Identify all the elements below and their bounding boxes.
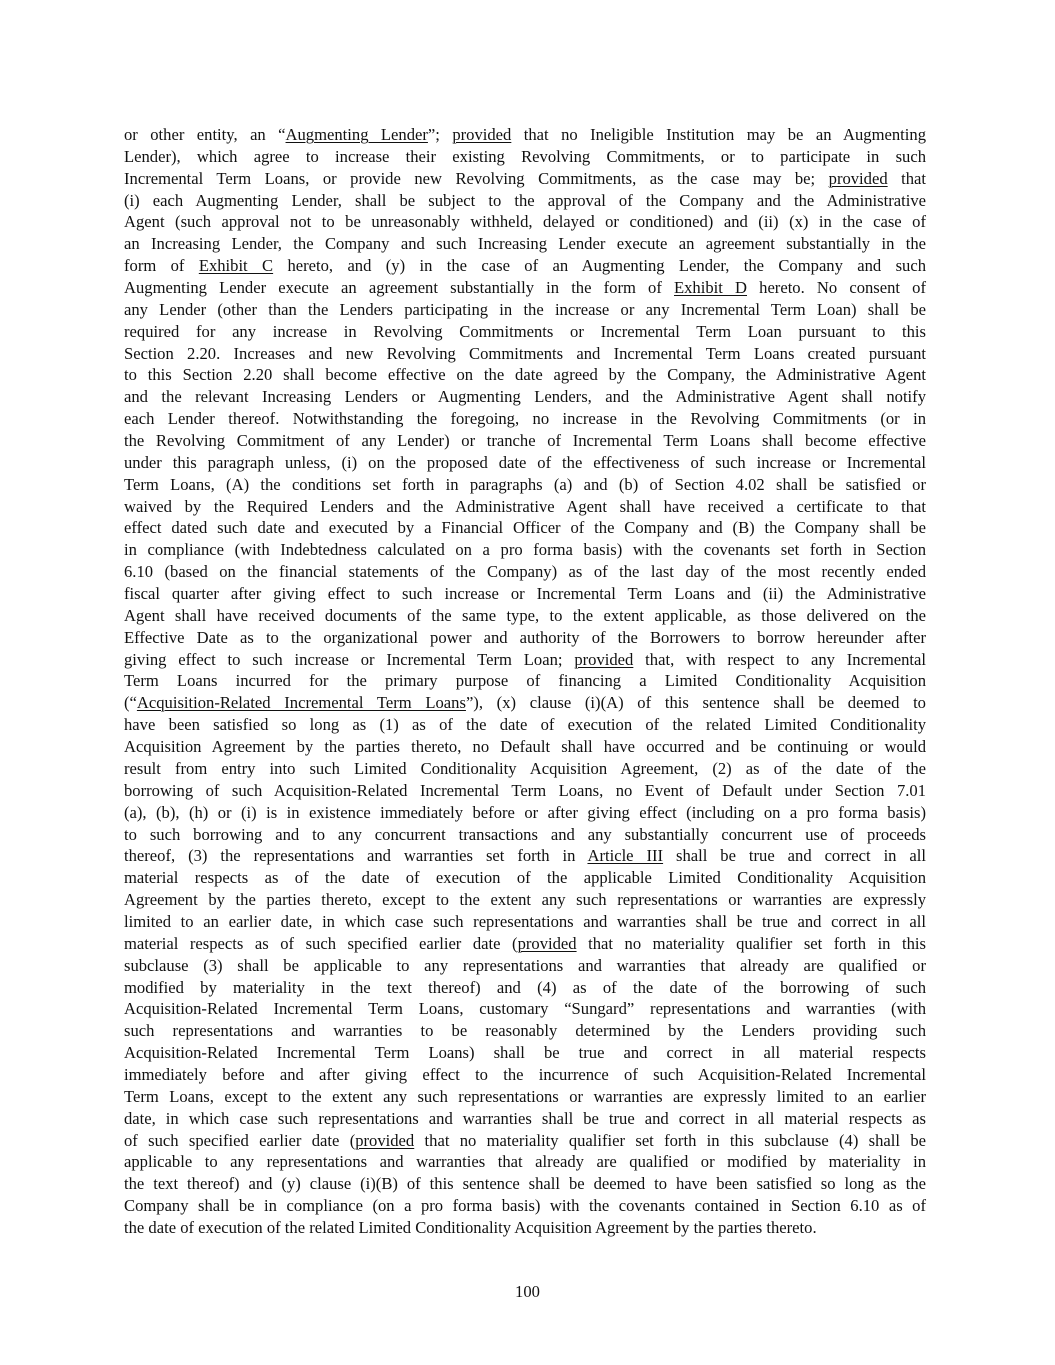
text-line <box>124 889 926 911</box>
text-segment: any Lender (other than the Lenders participating in the increase or any Incremental Term Loan) shall be <box>124 299 926 319</box>
defined-term-underlined: Exhibit D <box>674 278 747 298</box>
text-segment: that, with respect to any Incremental <box>633 649 926 669</box>
text-segment: to this Section 2.20 shall become effective on the date agreed by the Company, the Administrative Agent <box>124 365 926 385</box>
text-line <box>124 124 926 146</box>
text-line <box>124 627 926 649</box>
text-line <box>124 605 926 627</box>
text-segment: that no Ineligible Institution may be an Augmenting <box>511 125 926 144</box>
text-line <box>124 321 926 343</box>
text-segment: borrowing of such Acquisition-Related Incremental Term Loans, no Event of Default under Section 7.01 <box>124 780 926 800</box>
text-line <box>124 1130 926 1152</box>
text-line <box>124 649 926 671</box>
text-line <box>124 911 926 933</box>
text-line <box>124 386 926 408</box>
text-line <box>124 977 926 999</box>
text-segment: Section 2.20. Increases and new Revolving Commitments and Incremental Term Loans created pursuant <box>124 343 926 363</box>
text-line <box>124 146 926 168</box>
text-segment: Acquisition-Related Incremental Term Loans) shall be true and correct in all material respects <box>124 1043 926 1063</box>
text-line <box>124 452 926 474</box>
text-segment: material respects as of such specified earlier date ( <box>124 933 518 953</box>
text-line <box>124 780 926 802</box>
defined-term-underlined: provided <box>517 933 577 953</box>
text-segment: (i) each Augmenting Lender, shall be subject to the approval of the Company and the Administrative <box>124 190 926 210</box>
text-segment: hereto. No consent of <box>747 278 926 298</box>
text-line <box>124 343 926 365</box>
text-segment: thereof, (3) the representations and warranties set forth in <box>124 846 588 866</box>
text-segment: Agent shall have received documents of the same type, to the extent applicable, as those delivered on the <box>124 605 926 625</box>
text-segment: Acquisition Agreement by the parties thereto, no Default shall have occurred and be continuing or would <box>124 737 926 757</box>
text-segment: Lender), which agree to increase their existing Revolving Commitments, or to participate in such <box>124 146 926 166</box>
text-line <box>124 692 926 714</box>
text-segment: of such specified earlier date ( <box>124 1130 356 1150</box>
text-segment: Term Loans, except to the extent any such representations or warranties are expressly limited to an earlier <box>124 1086 926 1106</box>
text-line <box>124 1151 926 1173</box>
text-segment: Incremental Term Loans, or provide new Revolving Commitments, as the case may be; <box>124 168 829 188</box>
text-segment: required for any increase in Revolving Commitments or Incremental Term Loan pursuant to this <box>124 321 926 341</box>
text-segment: giving effect to such increase or Incremental Term Loan; <box>124 649 575 669</box>
text-segment: Effective Date as to the organizational power and authority of the Borrowers to borrow hereunder after <box>124 627 926 647</box>
text-segment: Company shall be in compliance (on a pro forma basis) with the covenants contained in Section 6.10 as of <box>124 1196 926 1216</box>
text-segment: or other entity, an “ <box>124 125 286 144</box>
text-line <box>124 299 926 321</box>
text-segment: applicable to any representations and warranties that already are qualified or modified by materiality in <box>124 1152 926 1172</box>
text-line <box>124 255 926 277</box>
text-line <box>124 561 926 583</box>
text-line <box>124 364 926 386</box>
text-segment: Acquisition-Related Incremental Term Loans, customary “Sungard” representations and warranties (with <box>124 999 926 1019</box>
text-segment: ”), (x) clause (i)(A) of this sentence shall be deemed to <box>465 693 926 713</box>
text-segment: modified by materiality in the text thereof) and (4) as of the date of the borrowing of such <box>124 977 926 997</box>
text-line <box>124 190 926 212</box>
text-segment: have been satisfied so long as (1) as of the date of execution of the related Limited Conditionality <box>124 715 926 735</box>
text-segment: form of <box>124 256 199 276</box>
text-line <box>124 1173 926 1195</box>
text-line <box>124 277 926 299</box>
text-segment: and the relevant Increasing Lenders or Augmenting Lenders, and the Administrative Agent shall notify <box>124 387 926 407</box>
text-segment: the date of execution of the related Limited Conditionality Acquisition Agreement by the parties thereto. <box>124 1217 817 1237</box>
text-segment: each Lender thereof. Notwithstanding the foregoing, no increase in the Revolving Commitments (or in <box>124 409 926 429</box>
defined-term-underlined: provided <box>574 649 634 669</box>
text-segment: an Increasing Lender, the Company and such Increasing Lender execute an agreement substantially in the <box>124 234 926 254</box>
text-segment: Agent (such approval not to be unreasonably withheld, delayed or conditioned) and (ii) (x) in the case of <box>124 212 926 232</box>
text-segment: (“ <box>124 693 137 713</box>
text-segment: fiscal quarter after giving effect to such increase or Incremental Term Loans and (ii) the Administrative <box>124 584 926 604</box>
text-line <box>124 1020 926 1042</box>
text-line <box>124 998 926 1020</box>
text-line <box>124 496 926 518</box>
text-line <box>124 474 926 496</box>
text-line <box>124 736 926 758</box>
text-segment: in compliance (with Indebtedness calculated on a pro forma basis) with the covenants set forth in Section <box>124 540 926 560</box>
text-segment: date, in which case such representations and warranties shall be true and correct in all material respects as <box>124 1108 926 1128</box>
text-segment: such representations and warranties to be reasonably determined by the Lenders providing such <box>124 1021 926 1041</box>
text-line <box>124 168 926 190</box>
text-line <box>124 670 926 692</box>
text-line <box>124 1086 926 1108</box>
body-paragraph <box>124 124 926 1239</box>
defined-term-underlined: Exhibit C <box>198 256 274 276</box>
text-segment: effect dated such date and executed by a Financial Officer of the Company and (B) the Company shall be <box>124 518 926 538</box>
text-segment: shall be true and correct in all <box>663 846 927 866</box>
defined-term-underlined: provided <box>355 1130 415 1150</box>
defined-term-underlined: provided <box>452 125 512 144</box>
text-line <box>124 845 926 867</box>
defined-term-underlined: Augmenting Lender <box>285 125 428 144</box>
text-segment: Term Loans incurred for the primary purpose of financing a Limited Conditionality Acquisition <box>124 671 926 691</box>
text-segment: that no materiality qualifier set forth in this subclause (4) shall be <box>414 1130 926 1150</box>
defined-term-underlined: provided <box>828 168 888 188</box>
text-line <box>124 933 926 955</box>
text-segment: subclause (3) shall be applicable to any representations and warranties that already are qualified or <box>124 955 926 975</box>
text-line <box>124 517 926 539</box>
text-line <box>124 758 926 780</box>
text-line <box>124 714 926 736</box>
page-number: 100 <box>515 1282 540 1301</box>
text-segment: hereto, and (y) in the case of an Augmenting Lender, the Company and such <box>273 256 926 276</box>
text-line <box>124 802 926 824</box>
text-segment: Term Loans, (A) the conditions set forth in paragraphs (a) and (b) of Section 4.02 shall be satisfied or <box>124 474 926 494</box>
text-segment: immediately before and after giving effect to the incurrence of such Acquisition-Related Incremental <box>124 1064 926 1084</box>
text-line <box>124 1108 926 1130</box>
text-segment: (a), (b), (h) or (i) is in existence immediately before or after giving effect (including on a pro forma basis) <box>124 802 926 822</box>
text-line <box>124 955 926 977</box>
text-segment: to such borrowing and to any concurrent transactions and any substantially concurrent use of proceeds <box>124 824 926 844</box>
text-segment: Augmenting Lender execute an agreement substantially in the form of <box>124 278 674 298</box>
text-line <box>124 583 926 605</box>
defined-term-underlined: Acquisition-Related Incremental Term Loans <box>136 693 466 713</box>
text-line <box>124 1217 926 1239</box>
text-segment: result from entry into such Limited Conditionality Acquisition Agreement, (2) as of the date of the <box>124 758 926 778</box>
text-segment: 6.10 (based on the financial statements of the Company) as of the last day of the most recently ended <box>124 562 926 582</box>
text-line <box>124 867 926 889</box>
text-segment: limited to an earlier date, in which case such representations and warranties shall be true and correct in all <box>124 911 926 931</box>
text-segment: waived by the Required Lenders and the Administrative Agent shall have received a certificate to that <box>124 496 926 516</box>
text-line <box>124 430 926 452</box>
text-segment: that <box>887 168 927 188</box>
text-segment: ”; <box>427 125 453 144</box>
text-line <box>124 1064 926 1086</box>
text-segment: the text thereof) and (y) clause (i)(B) of this sentence shall be deemed to have been satisfied so long as the <box>124 1174 926 1194</box>
text-segment: that no materiality qualifier set forth in this <box>576 933 926 953</box>
text-line <box>124 539 926 561</box>
text-line <box>124 211 926 233</box>
text-segment: the Revolving Commitment of any Lender) or tranche of Incremental Term Loans shall become effective <box>124 431 926 451</box>
text-segment: material respects as of the date of execution of the applicable Limited Conditionality Acquisition <box>124 868 926 888</box>
text-line <box>124 1195 926 1217</box>
text-line <box>124 824 926 846</box>
text-segment: under this paragraph unless, (i) on the proposed date of the effectiveness of such increase or Incremental <box>124 452 926 472</box>
text-segment: Agreement by the parties thereto, except to the extent any such representations or warranties are expressly <box>124 890 926 910</box>
text-line <box>124 1042 926 1064</box>
text-line <box>124 233 926 255</box>
defined-term-underlined: Article III <box>587 846 664 866</box>
text-line <box>124 408 926 430</box>
